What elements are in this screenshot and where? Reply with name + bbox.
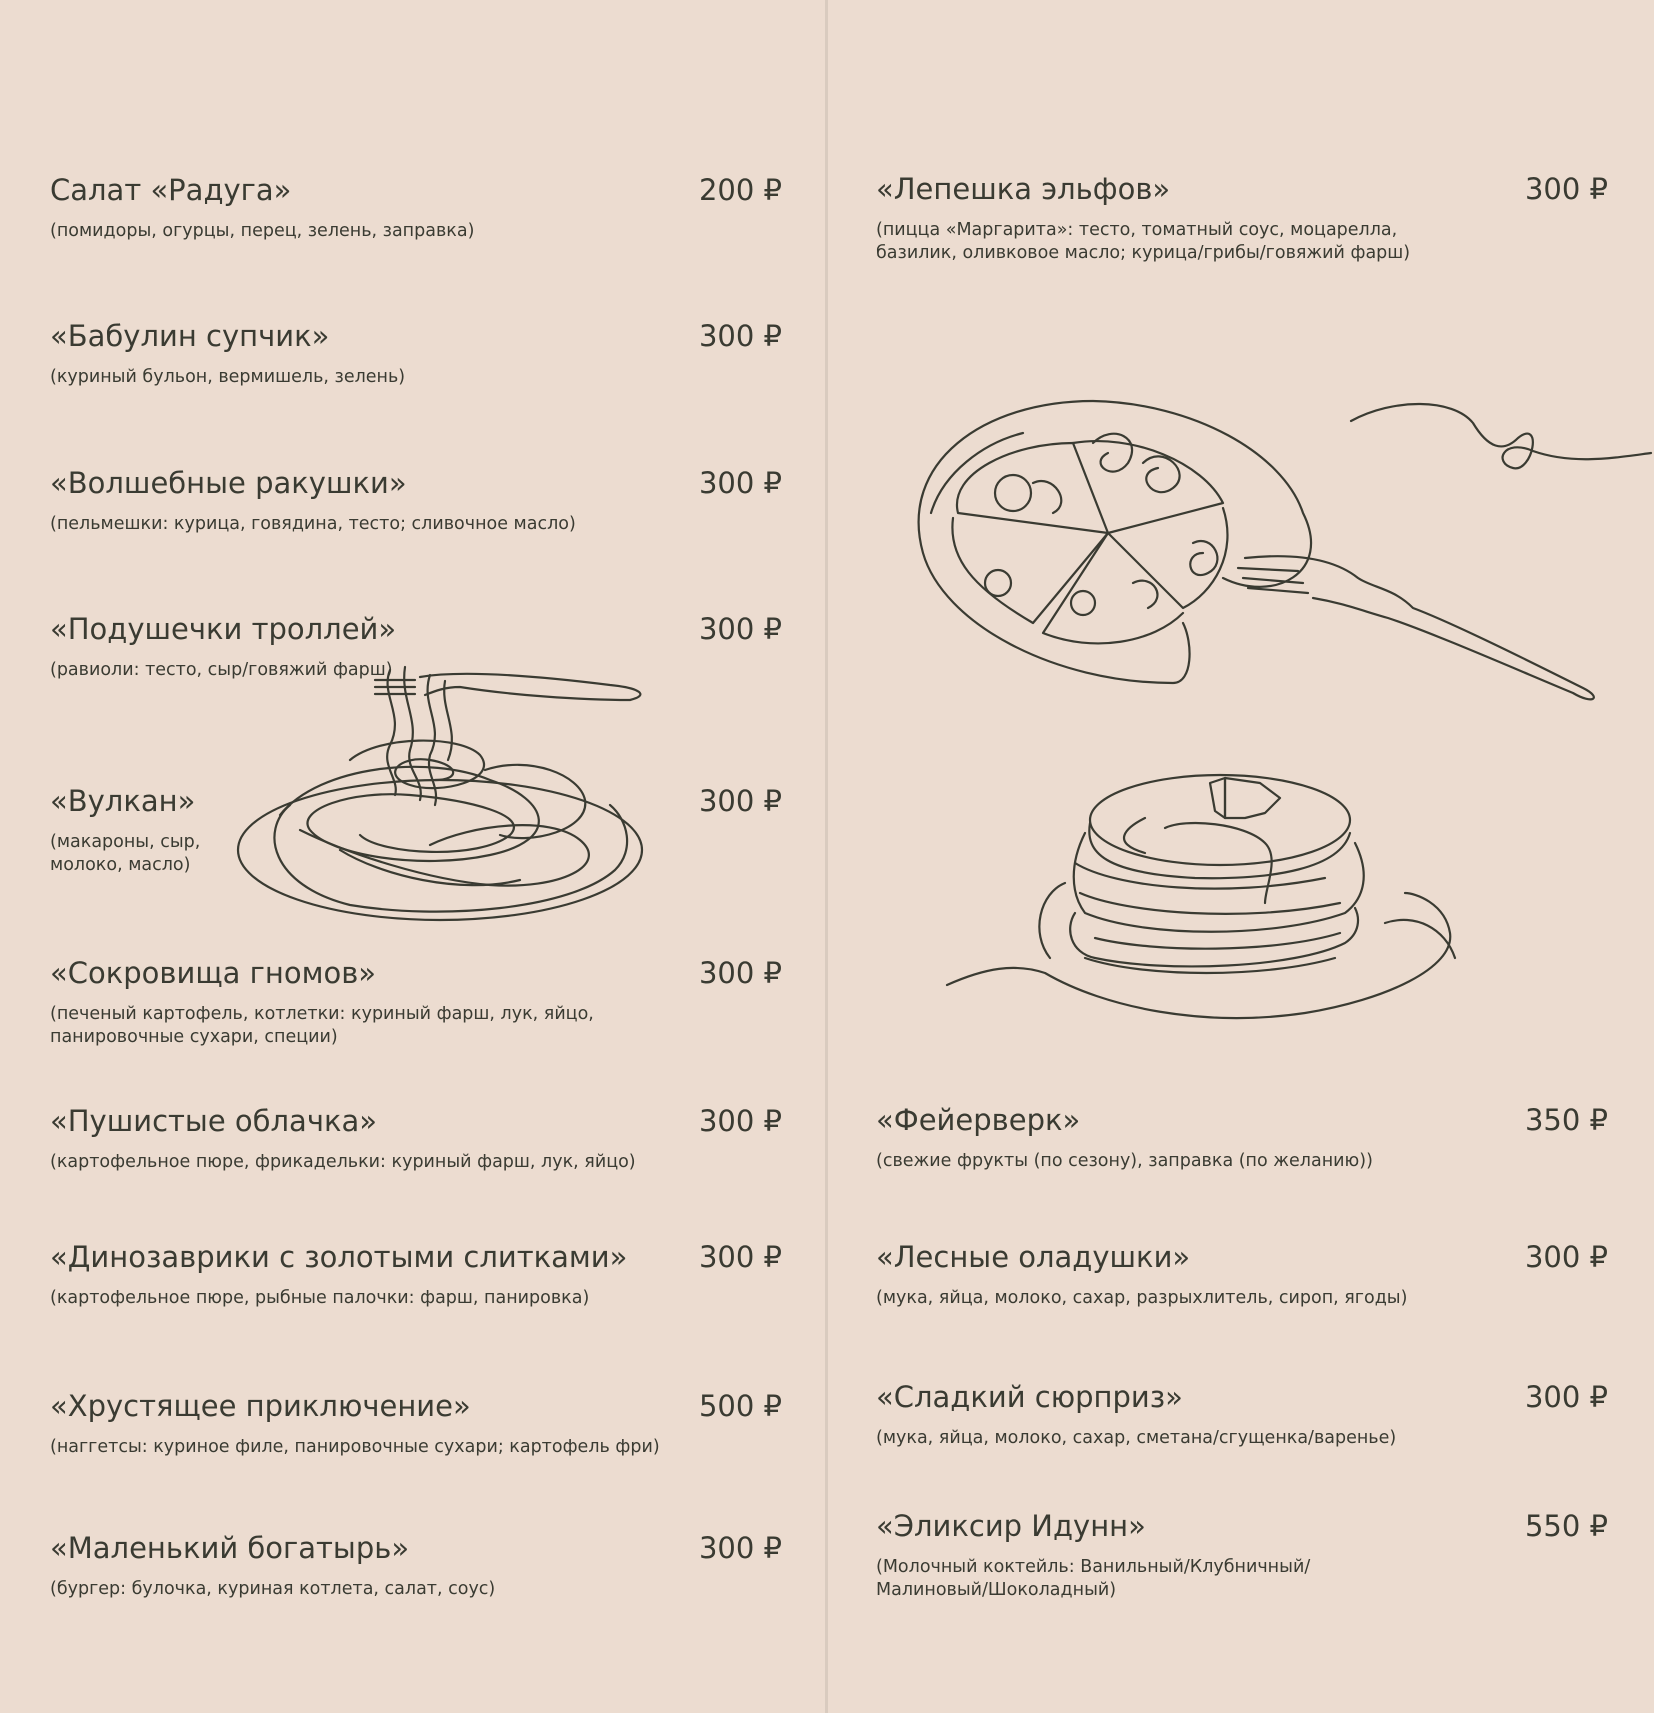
dish-description: (мука, яйца, молоко, сахар, разрыхлитель, сироп, ягоды) — [876, 1288, 1408, 1308]
dish-name: «Хрустящее приключение» — [50, 1389, 471, 1423]
dish-price: 300 ₽ — [1524, 1240, 1608, 1274]
dish-description: (картофельное пюре, рыбные палочки: фарш, панировка) — [50, 1288, 590, 1308]
dish-name: Салат «Радуга» — [50, 173, 292, 207]
page-divider — [825, 0, 828, 1713]
dish-description: (печеный картофель, котлетки: куриный фарш, лук, яйцо, панировочные сухари, специи) — [50, 1004, 594, 1047]
dish-name: «Подушечки троллей» — [50, 612, 397, 646]
dish-description: (картофельное пюре, фрикадельки: куриный фарш, лук, яйцо) — [50, 1152, 636, 1172]
dish-price: 300 ₽ — [698, 612, 782, 646]
dish-name: «Волшебные ракушки» — [50, 466, 407, 500]
dish-description: (свежие фрукты (по сезону), заправка (по желанию)) — [876, 1151, 1373, 1171]
dish-price: 300 ₽ — [698, 1240, 782, 1274]
dish-name: «Лесные оладушки» — [876, 1240, 1191, 1274]
dish-name: «Фейерверк» — [876, 1103, 1081, 1137]
dish-description: (Молочный коктейль: Ванильный/Клубничный/ Малиновый/Шоколадный) — [876, 1557, 1311, 1600]
dish-price: 300 ₽ — [1524, 1380, 1608, 1414]
dish-description: (равиоли: тесто, сыр/говяжий фарш) — [50, 660, 393, 680]
dish-price: 300 ₽ — [698, 319, 782, 353]
dish-name: «Сладкий сюрприз» — [876, 1380, 1183, 1414]
dish-description: (помидоры, огурцы, перец, зелень, заправка) — [50, 221, 475, 241]
dish-name: «Эликсир Идунн» — [876, 1509, 1146, 1543]
dish-description: (пицца «Маргарита»: тесто, томатный соус, моцарелла, базилик, оливковое масло; курица/грибы/говяжий фарш) — [876, 220, 1411, 263]
dish-price: 350 ₽ — [1524, 1103, 1608, 1137]
dish-name: «Динозаврики с золотыми слитками» — [50, 1240, 628, 1274]
dish-name: «Вулкан» — [50, 784, 196, 818]
dish-price: 300 ₽ — [698, 956, 782, 990]
dish-price: 200 ₽ — [698, 173, 782, 207]
dish-description: (макароны, сыр, молоко, масло) — [50, 832, 201, 875]
dish-price: 300 ₽ — [1524, 172, 1608, 206]
pasta-fork-drawing — [230, 655, 740, 930]
dish-name: «Лепешка эльфов» — [876, 172, 1171, 206]
dish-price: 300 ₽ — [698, 1531, 782, 1565]
dish-name: «Пушистые облачка» — [50, 1104, 377, 1138]
dish-name: «Маленький богатырь» — [50, 1531, 410, 1565]
dish-price: 300 ₽ — [698, 466, 782, 500]
dish-name: «Сокровища гномов» — [50, 956, 377, 990]
dish-price: 550 ₽ — [1524, 1509, 1608, 1543]
dish-price: 300 ₽ — [698, 1104, 782, 1138]
dish-description: (мука, яйца, молоко, сахар, сметана/сгущенка/варенье) — [876, 1428, 1397, 1448]
dish-description: (бургер: булочка, куриная котлета, салат, соус) — [50, 1579, 496, 1599]
dish-description: (куриный бульон, вермишель, зелень) — [50, 367, 406, 387]
dish-description: (наггетсы: куриное филе, панировочные сухари; картофель фри) — [50, 1437, 660, 1457]
dish-name: «Бабулин супчик» — [50, 319, 330, 353]
pizza-fork-drawing — [893, 393, 1653, 763]
pancakes-drawing — [945, 763, 1515, 1033]
dish-price: 500 ₽ — [698, 1389, 782, 1423]
dish-price: 300 ₽ — [698, 784, 782, 818]
dish-description: (пельмешки: курица, говядина, тесто; сливочное масло) — [50, 514, 576, 534]
